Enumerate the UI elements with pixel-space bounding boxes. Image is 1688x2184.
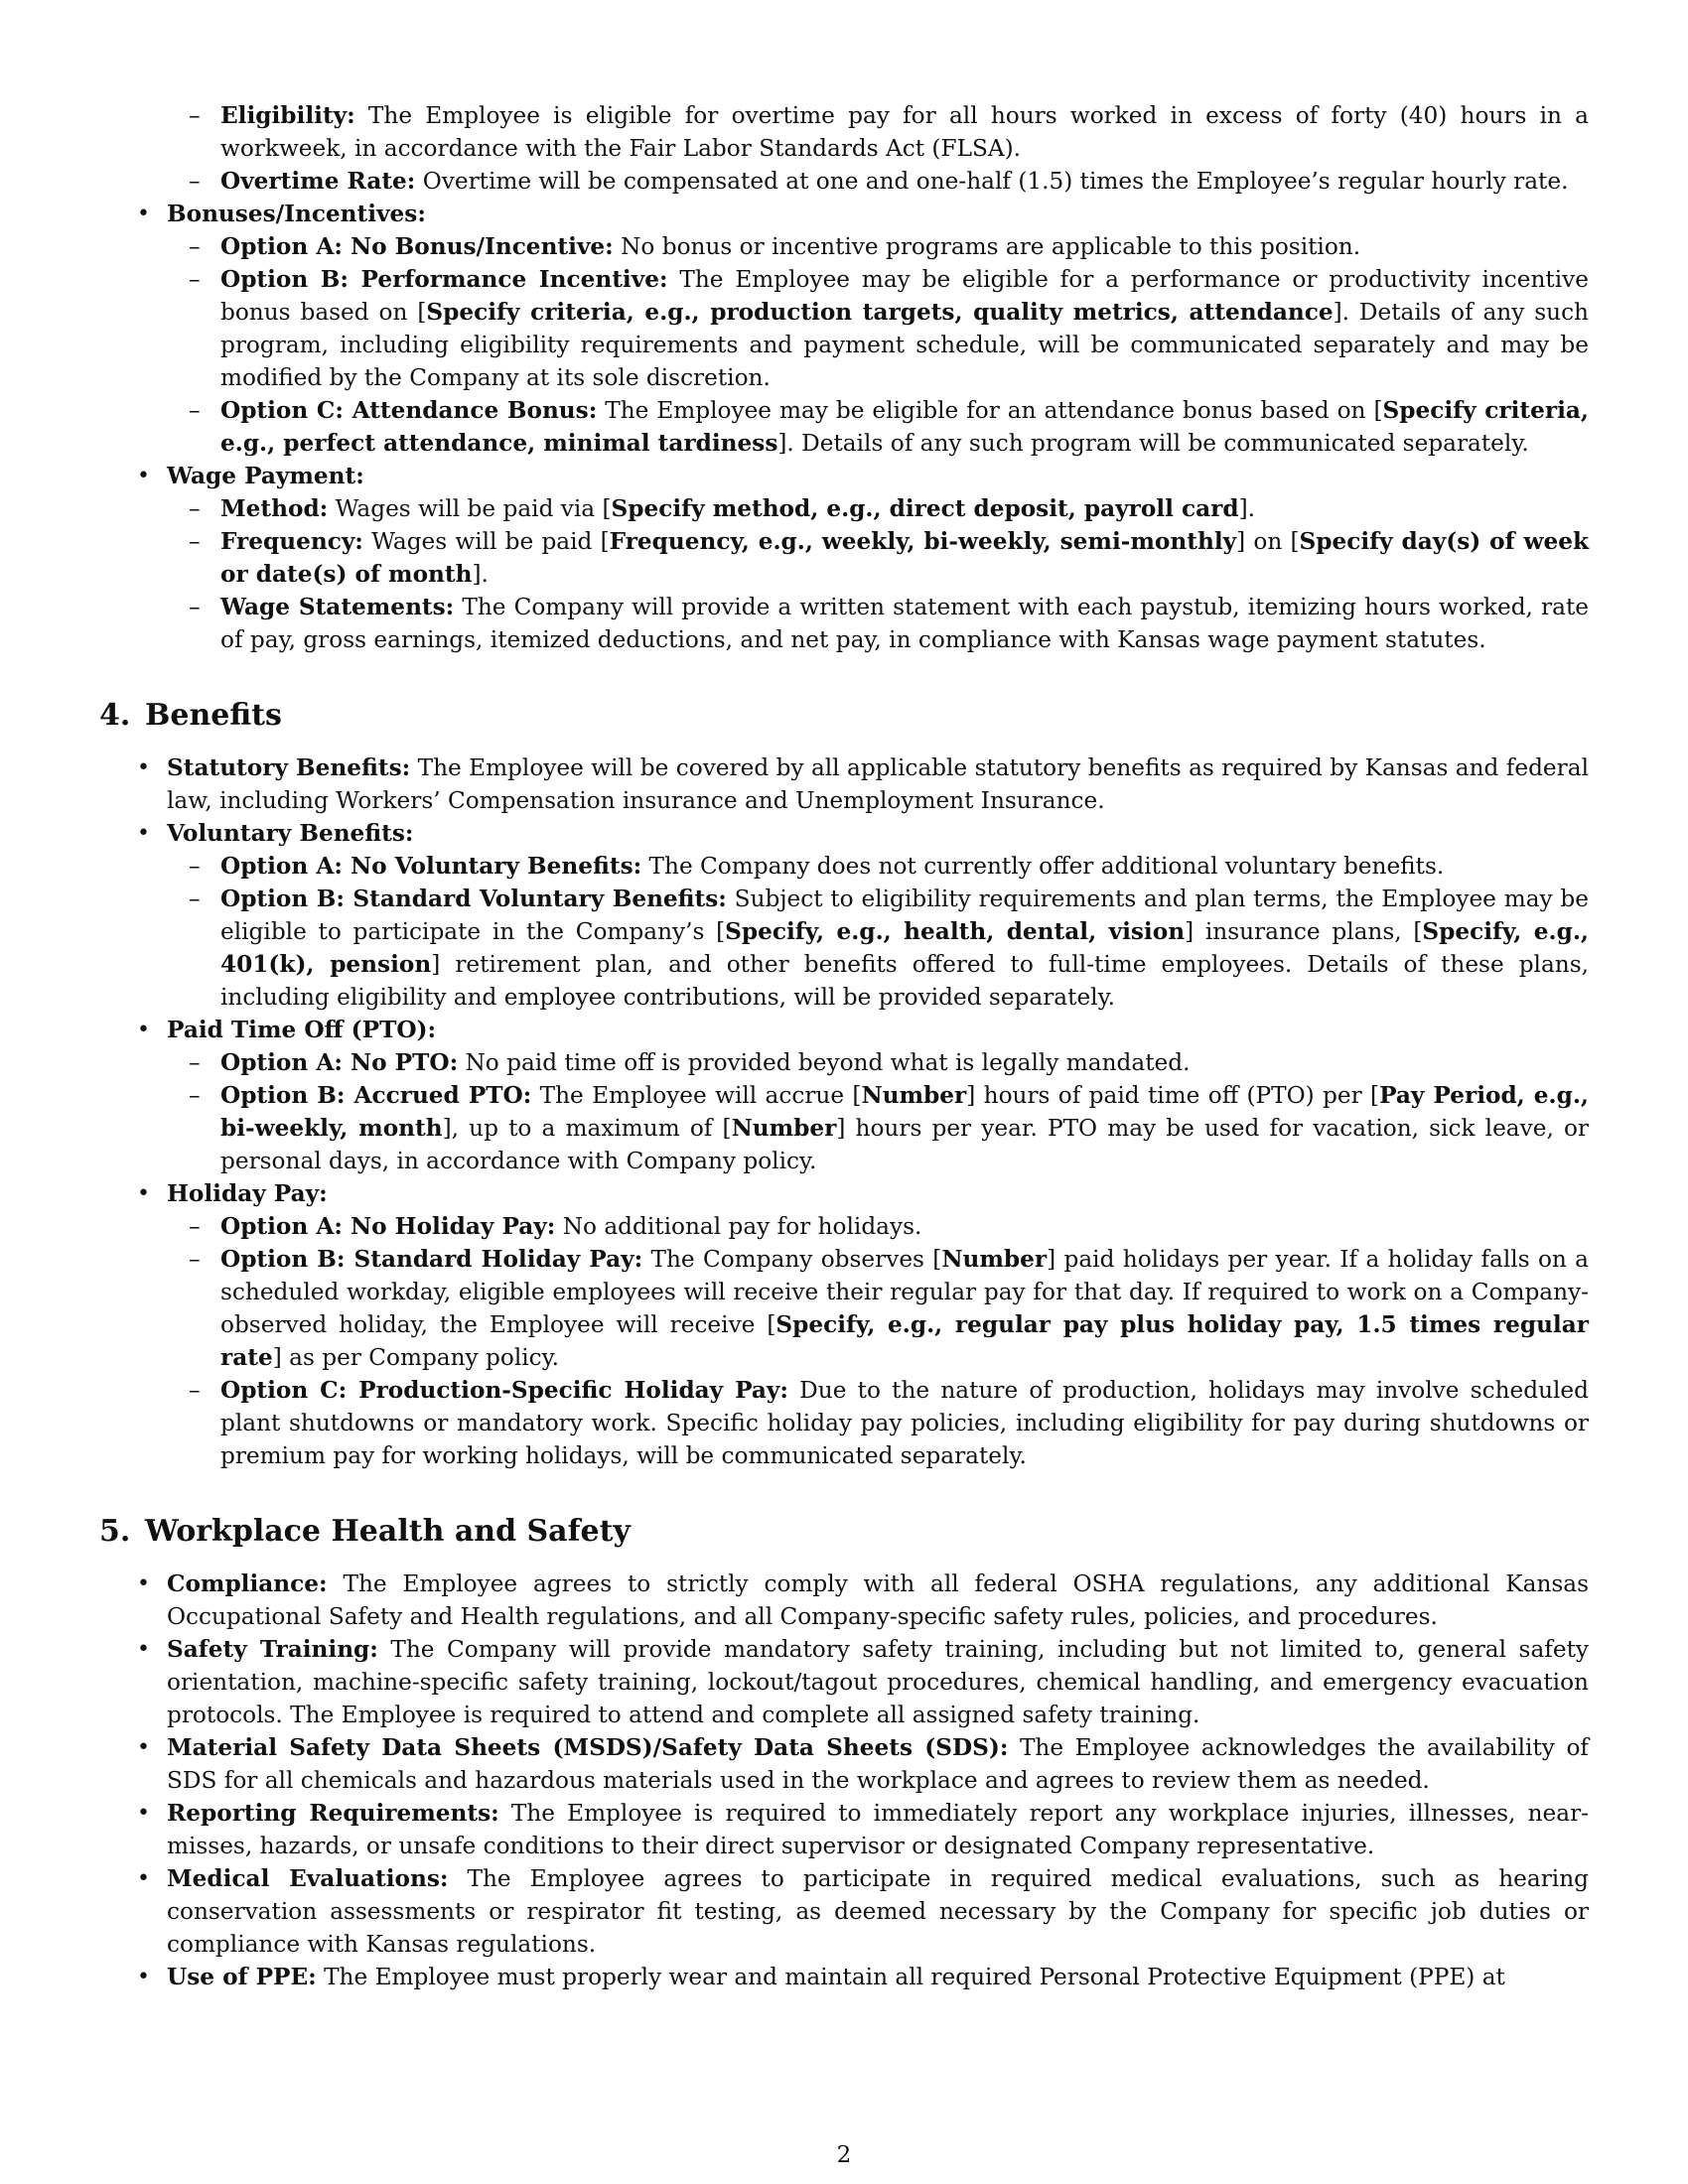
section-heading-benefits: 4. Benefits	[99, 698, 282, 733]
list-item: – Option A: No Voluntary Benefits: The Company does not currently offer additional voluntary benefits.	[159, 850, 1589, 883]
list-item: • Safety Training: The Company will provide mandatory safety training, including but not limited to, general safety orientation, machine-specific safety training, lockout/tagout procedures, chemical handling, and emergency evacuation protocols. The Employee is required to attend and complete all assigned safety training.	[99, 1633, 1589, 1731]
list-item: – Option B: Accrued PTO: The Employee will accrue [Number] hours of paid time off (PTO) per [Pay Period, e.g., bi-weekly, month], up to a maximum of [Number] hours per year. PTO may be used for vacation, sick leave, or personal days, in accordance with Company policy.	[159, 1079, 1589, 1177]
list-item: – Option C: Production-Specific Holiday Pay: Due to the nature of production, holidays may involve scheduled plant shutdowns or mandatory work. Specific holiday pay policies, including eligibility for pay during shutdowns or premium pay for working holidays, will be communicated separately.	[159, 1374, 1589, 1472]
list-item: • Medical Evaluations: The Employee agrees to participate in required medical evaluations, such as hearing conservation assessments or respirator fit testing, as deemed necessary by the Company for specific job duties or compliance with Kansas regulations.	[99, 1862, 1589, 1961]
list-item: – Option B: Standard Holiday Pay: The Company observes [Number] paid holidays per year. If a holiday falls on a scheduled workday, eligible employees will receive their regular pay for that day. If required to work on a Company-observed holiday, the Employee will receive [Specify, e.g., regular pay plus holiday pay, 1.5 times regular rate] as per Company policy.	[159, 1243, 1589, 1374]
list-item: • Statutory Benefits: The Employee will be covered by all applicable statutory benefits as required by Kansas and federal law, including Workers’ Compensation insurance and Unemployment Insurance.	[99, 751, 1589, 817]
list-item: • Material Safety Data Sheets (MSDS)/Safety Data Sheets (SDS): The Employee acknowledges the availability of SDS for all chemicals and hazardous materials used in the workplace and agrees to review them as needed.	[99, 1731, 1589, 1797]
compensation-list	[99, 198, 1589, 656]
page-number: 2	[836, 2142, 852, 2168]
list-item: – Eligibility: The Employee is eligible for overtime pay for all hours worked in excess of forty (40) hours in a workweek, in accordance with the Fair Labor Standards Act (FLSA).	[159, 99, 1589, 165]
pto-item: • Paid Time Off (PTO): – Option A: No PTO: No paid time off is provided beyond what is legally mandated. – Option B: Accrued PTO: The Employee will accrue [Number] hours of paid time off (PTO) per [Pay Period, e.g., bi-weekly, month], up to a maximum of [Number] hours per year. PTO may be used for vacation, sick leave, or personal days, in accordance with Company policy.	[99, 1014, 1589, 1177]
list-item: – Option A: No PTO: No paid time off is provided beyond what is legally mandated.	[159, 1046, 1589, 1079]
document-page	[99, 99, 1589, 1993]
health-safety-list	[99, 1568, 1589, 1993]
list-item: • Use of PPE: The Employee must properly wear and maintain all required Personal Protective Equipment (PPE) at	[99, 1961, 1589, 1993]
list-item: – Wage Statements: The Company will provide a written statement with each paystub, itemizing hours worked, rate of pay, gross earnings, itemized deductions, and net pay, in compliance with Kansas wage payment statutes.	[159, 591, 1589, 656]
overtime-list	[99, 99, 1589, 198]
list-item: – Option C: Attendance Bonus: The Employee may be eligible for an attendance bonus based on [Specify criteria, e.g., perfect attendance, minimal tardiness]. Details of any such program will be communicated separately.	[159, 394, 1589, 460]
wage-payment-item: • Wage Payment: – Method: Wages will be paid via [Specify method, e.g., direct deposit, payroll card]. – Frequency: Wages will be paid [Frequency, e.g., weekly, bi-weekly, semi-monthly] on [Specify day(s) of week or date(s) of month]. – Wage Statements: The Company will provide a written statement with each paystub, itemizing hours worked, rate of pay, gross earnings, itemized deductions, and net pay, in compliance with Kansas wage payment statutes.	[99, 460, 1589, 656]
list-item: – Option B: Standard Voluntary Benefits: Subject to eligibility requirements and plan terms, the Employee may be eligible to participate in the Company’s [Specify, e.g., health, dental, vision] insurance plans, [Specify, e.g., 401(k), pension] retirement plan, and other benefits offered to full-time employees. Details of these plans, including eligibility and employee contributions, will be provided separately.	[159, 883, 1589, 1014]
holiday-pay-item: • Holiday Pay: – Option A: No Holiday Pay: No additional pay for holidays. – Option B: Standard Holiday Pay: The Company observes [Number] paid holidays per year. If a holiday falls on a scheduled workday, eligible employees will receive their regular pay for that day. If required to work on a Company-observed holiday, the Employee will receive [Specify, e.g., regular pay plus holiday pay, 1.5 times regular rate] as per Company policy. – Option C: Production-Specific Holiday Pay: Due to the nature of production, holidays may involve scheduled plant shutdowns or mandatory work. Specific holiday pay policies, including eligibility for pay during shutdowns or premium pay for working holidays, will be communicated separately.	[99, 1177, 1589, 1472]
list-item: – Method: Wages will be paid via [Specify method, e.g., direct deposit, payroll card].	[159, 492, 1589, 525]
list-item: • Compliance: The Employee agrees to strictly comply with all federal OSHA regulations, any additional Kansas Occupational Safety and Health regulations, and all Company-specific safety rules, policies, and procedures.	[99, 1568, 1589, 1633]
list-item: – Option B: Performance Incentive: The Employee may be eligible for a performance or productivity incentive bonus based on [Specify criteria, e.g., production targets, quality metrics, attendance]. Details of any such program, including eligibility requirements and payment schedule, will be communicated separately and may be modified by the Company at its sole discretion.	[159, 263, 1589, 394]
bonuses-item: • Bonuses/Incentives: – Option A: No Bonus/Incentive: No bonus or incentive programs are applicable to this position. – Option B: Performance Incentive: The Employee may be eligible for a performance or productivity incentive bonus based on [Specify criteria, e.g., production targets, quality metrics, attendance]. Details of any such program, including eligibility requirements and payment schedule, will be communicated separately and may be modified by the Company at its sole discretion. – Option C: Attendance Bonus: The Employee may be eligible for an attendance bonus based on [Specify criteria, e.g., perfect attendance, minimal tardiness]. Details of any such program will be communicated separately.	[99, 198, 1589, 460]
list-item: – Overtime Rate: Overtime will be compensated at one and one-half (1.5) times the Employee’s regular hourly rate.	[159, 165, 1589, 198]
list-item: – Option A: No Holiday Pay: No additional pay for holidays.	[159, 1210, 1589, 1243]
list-item: – Frequency: Wages will be paid [Frequency, e.g., weekly, bi-weekly, semi-monthly] on [Specify day(s) of week or date(s) of month].	[159, 525, 1589, 591]
list-item: – Option A: No Bonus/Incentive: No bonus or incentive programs are applicable to this position.	[159, 230, 1589, 263]
section-heading-health-safety: 5. Workplace Health and Safety	[99, 1514, 631, 1549]
benefits-list	[99, 751, 1589, 1472]
voluntary-benefits-item: • Voluntary Benefits: – Option A: No Voluntary Benefits: The Company does not currently offer additional voluntary benefits. – Option B: Standard Voluntary Benefits: Subject to eligibility requirements and plan terms, the Employee may be eligible to participate in the Company’s [Specify, e.g., health, dental, vision] insurance plans, [Specify, e.g., 401(k), pension] retirement plan, and other benefits offered to full-time employees. Details of these plans, including eligibility and employee contributions, will be provided separately.	[99, 817, 1589, 1014]
list-item: • Reporting Requirements: The Employee is required to immediately report any workplace injuries, illnesses, near-misses, hazards, or unsafe conditions to their direct supervisor or designated Company representative.	[99, 1797, 1589, 1862]
